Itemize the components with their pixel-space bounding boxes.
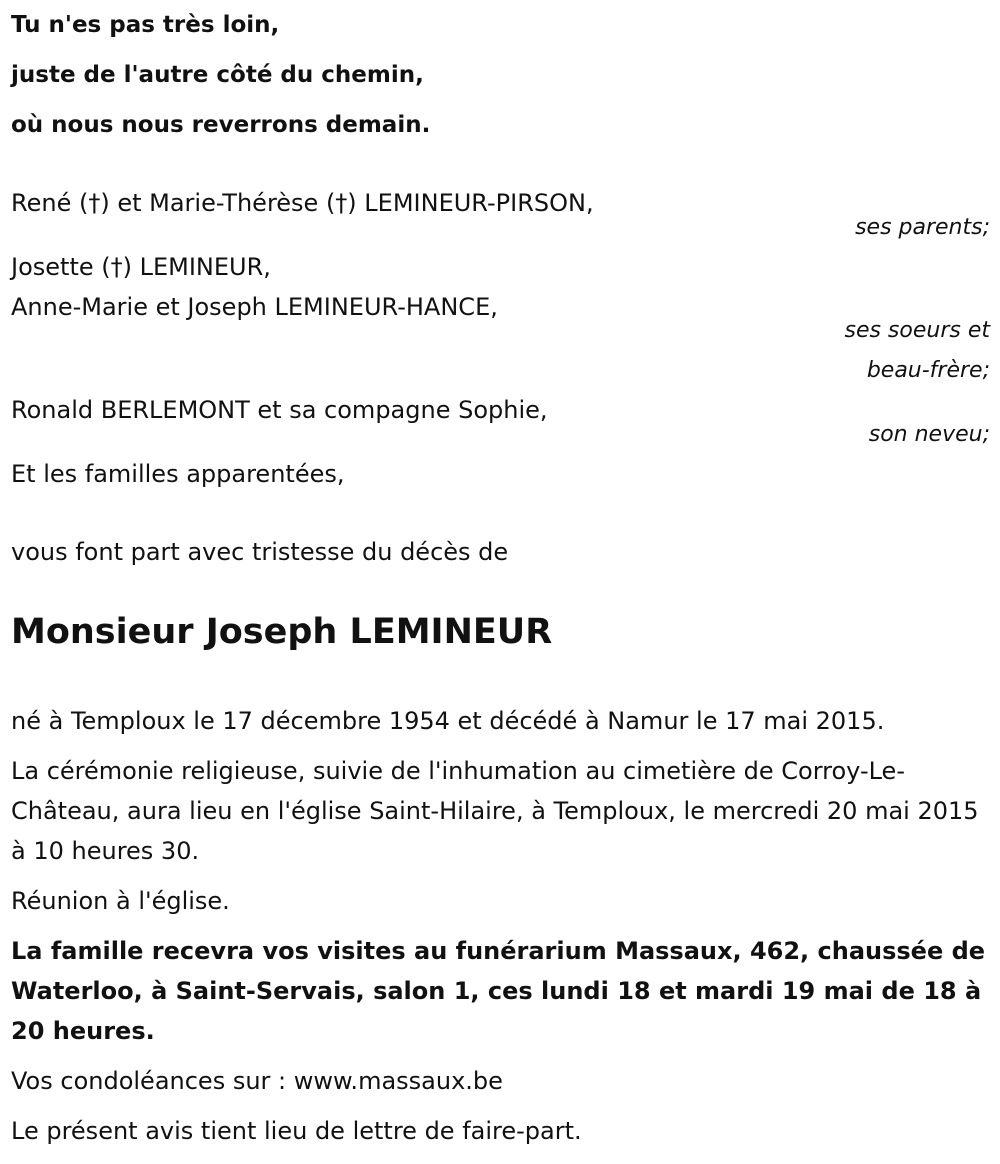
relatives: Et les familles apparentées, [11,460,345,488]
sister-anne-marie: Anne-Marie et Joseph LEMINEUR-HANCE, [11,293,498,321]
notice: Le présent avis tient lieu de lettre de faire-part. [11,1117,582,1145]
poem-line-2: juste de l'autre côté du chemin, [11,62,424,88]
sister-josette: Josette (†) LEMINEUR, [11,253,271,281]
ceremony: La cérémonie religieuse, suivie de l'inhumation au cimetière de Corroy-Le-Château, aura lieu en l'église Saint-Hilaire, à Temploux, le mercredi 20 mai 2015 à 10 heures 30. [11,757,979,865]
sisters-role-line-1: ses soeurs et [844,318,990,343]
meeting: Réunion à l'église. [11,887,230,915]
condolences: Vos condoléances sur : www.massaux.be [11,1067,503,1095]
sisters-role-line-2: beau-frère; [866,358,990,383]
nephew-role: son neveu; [868,422,990,447]
poem-line-1: Tu n'es pas très loin, [11,12,280,38]
announcement: vous font part avec tristesse du décès de [11,538,509,566]
nephew-names: Ronald BERLEMONT et sa compagne Sophie, [11,396,548,424]
poem-line-3: où nous nous reverrons demain. [11,112,431,138]
parents-names: René (†) et Marie-Thérèse (†) LEMINEUR-PIRSON, [11,189,594,217]
parents-role: ses parents; [855,215,990,240]
birth-death: né à Temploux le 17 décembre 1954 et décédé à Namur le 17 mai 2015. [11,707,885,735]
visits: La famille recevra vos visites au funérarium Massaux, 462, chaussée de Waterloo, à Saint-Servais, salon 1, ces lundi 18 et mardi 19 mai de 18 à 20 heures. [11,937,986,1045]
deceased-name: Monsieur Joseph LEMINEUR [11,612,553,652]
